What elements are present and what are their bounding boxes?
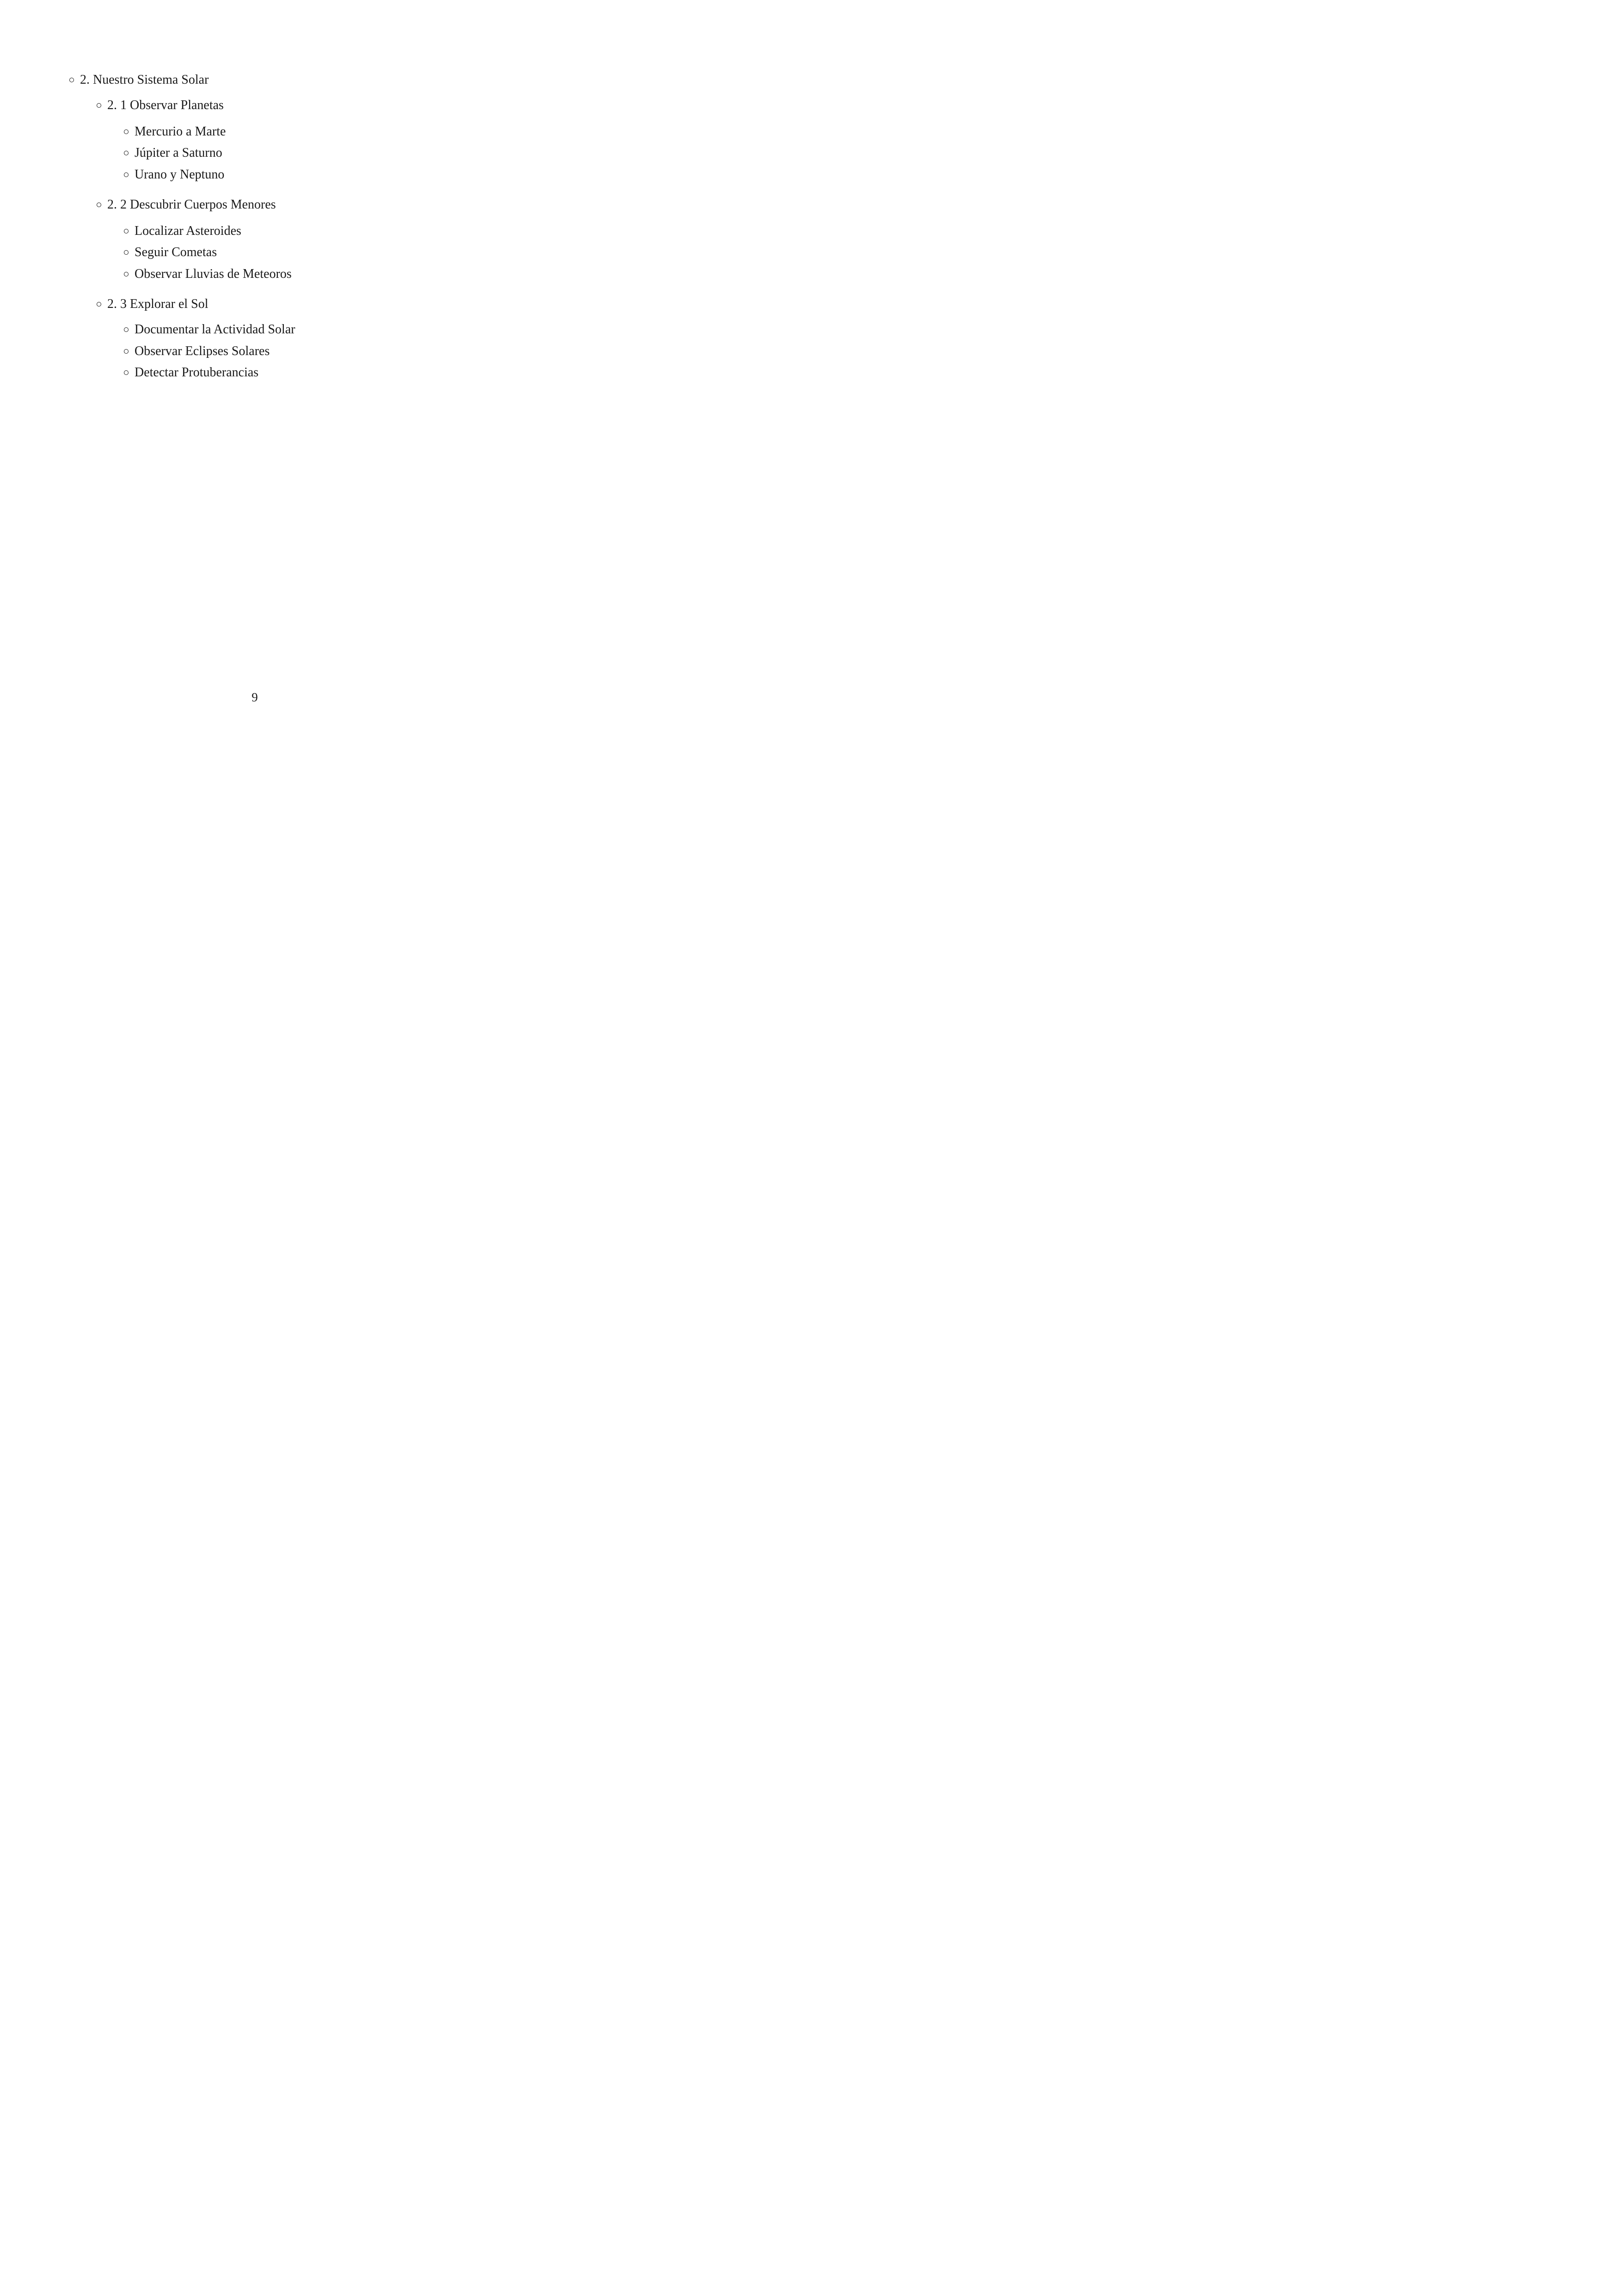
document-page bbox=[0, 0, 509, 723]
outline-subsection-item bbox=[97, 296, 208, 312]
outline-list-item bbox=[124, 344, 270, 359]
outline-list-item bbox=[124, 365, 258, 381]
hollow-circle-bullet-icon bbox=[97, 302, 101, 307]
list-item-text: Júpiter a Saturno bbox=[135, 146, 222, 160]
list-item-text: Mercurio a Marte bbox=[135, 124, 226, 139]
hollow-circle-bullet-icon bbox=[124, 327, 129, 332]
outline-section-item bbox=[69, 72, 208, 88]
subsection-title: 2. 3 Explorar el Sol bbox=[107, 297, 208, 311]
outline-list-item bbox=[124, 245, 217, 260]
outline-list-item bbox=[124, 167, 224, 183]
section-title: 2. Nuestro Sistema Solar bbox=[80, 73, 209, 87]
list-item-text: Documentar la Actividad Solar bbox=[135, 322, 295, 337]
outline-list-item bbox=[124, 223, 241, 239]
list-item-text: Seguir Cometas bbox=[135, 245, 217, 259]
hollow-circle-bullet-icon bbox=[124, 172, 129, 177]
subsection-title: 2. 2 Descubrir Cuerpos Menores bbox=[107, 197, 276, 212]
hollow-circle-bullet-icon bbox=[124, 349, 129, 354]
hollow-circle-bullet-icon bbox=[124, 272, 129, 276]
list-item-text: Observar Lluvias de Meteoros bbox=[135, 267, 292, 281]
hollow-circle-bullet-icon bbox=[97, 203, 101, 207]
hollow-circle-bullet-icon bbox=[124, 370, 129, 375]
list-item-text: Urano y Neptuno bbox=[135, 167, 225, 182]
subsection-title: 2. 1 Observar Planetas bbox=[107, 98, 224, 112]
hollow-circle-bullet-icon bbox=[124, 229, 129, 233]
outline-subsection-item bbox=[97, 197, 276, 213]
hollow-circle-bullet-icon bbox=[124, 250, 129, 255]
list-item-text: Detectar Protuberancias bbox=[135, 365, 259, 380]
outline-list-item bbox=[124, 266, 292, 282]
hollow-circle-bullet-icon bbox=[69, 78, 74, 82]
page-number: 9 bbox=[251, 690, 258, 704]
hollow-circle-bullet-icon bbox=[97, 103, 101, 108]
outline-list-item bbox=[124, 322, 295, 338]
outline-subsection-item bbox=[97, 98, 224, 113]
list-item-text: Observar Eclipses Solares bbox=[135, 344, 270, 358]
list-item-text: Localizar Asteroides bbox=[135, 224, 241, 238]
hollow-circle-bullet-icon bbox=[124, 129, 129, 134]
outline-list-item bbox=[124, 124, 226, 140]
hollow-circle-bullet-icon bbox=[124, 151, 129, 155]
outline-list-item bbox=[124, 145, 222, 161]
